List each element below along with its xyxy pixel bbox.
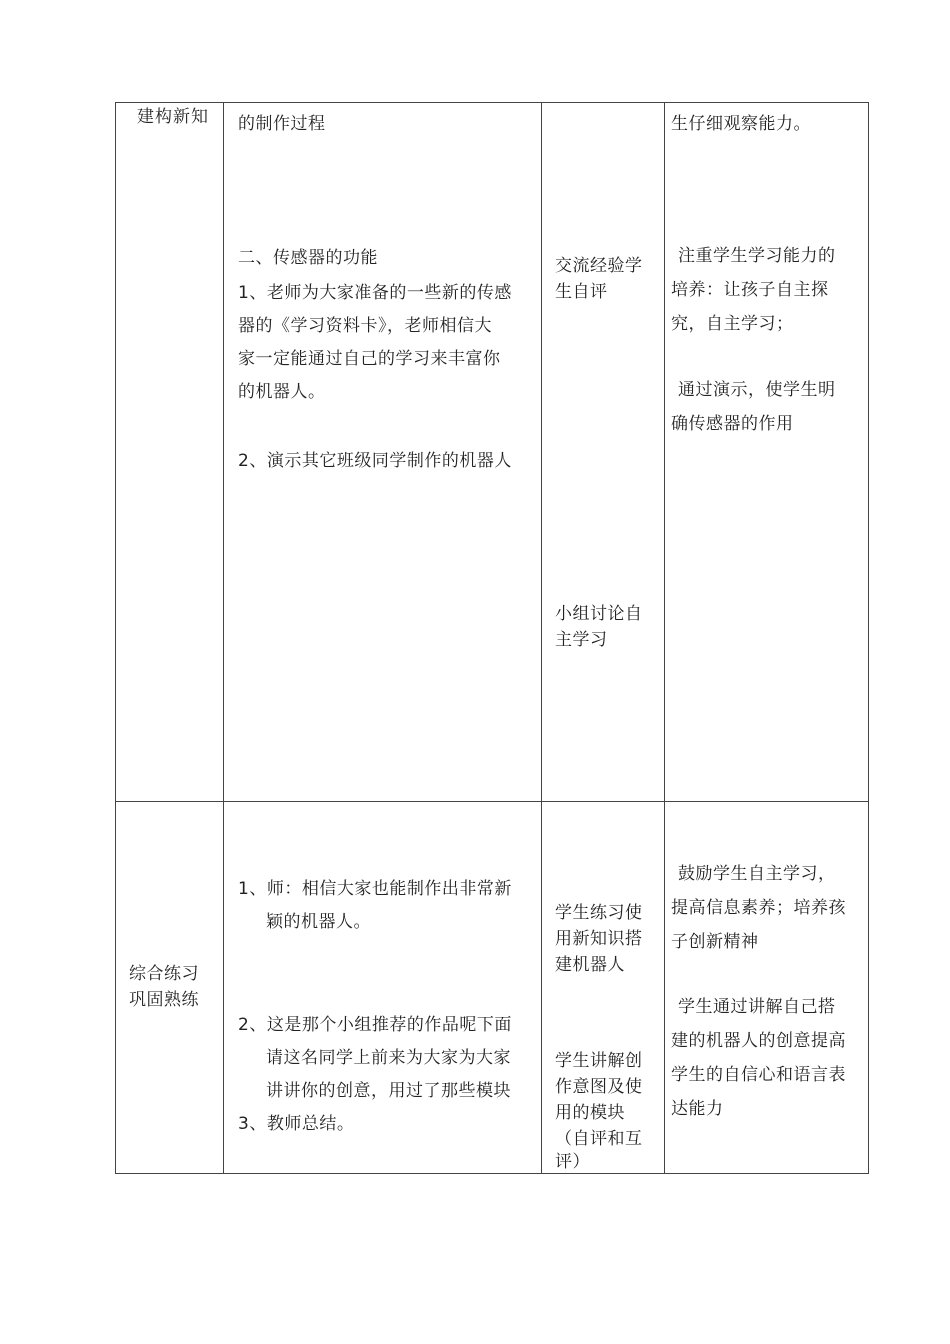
process-text: 颖的机器人。	[266, 912, 371, 932]
intent-text: 鼓励学生自主学习，	[678, 864, 836, 884]
intent-text: 学生通过讲解自己搭	[678, 997, 836, 1017]
process-text: 家一定能通过自己的学习来丰富你	[238, 349, 501, 369]
activity-text: 主学习	[555, 630, 608, 650]
activity-text: 评）	[555, 1152, 590, 1172]
process-text: 1、师：相信大家也能制作出非常新	[238, 879, 512, 899]
activity-text: 用新知识搭	[555, 929, 643, 949]
intent-text: 建的机器人的创意提高	[671, 1031, 846, 1051]
column-divider-1	[223, 102, 224, 1174]
intent-text: 注重学生学习能力的	[678, 246, 836, 266]
activity-text: 小组讨论自	[555, 604, 643, 624]
intent-text: 通过演示，使学生明	[678, 380, 836, 400]
intent-text: 生仔细观察能力。	[671, 114, 811, 134]
table-border-right	[868, 102, 869, 1174]
stage-text: 巩固熟练	[129, 990, 199, 1010]
process-text: 的机器人。	[238, 382, 326, 402]
intent-text: 培养：让孩子自主探	[671, 280, 829, 300]
process-text: 1、老师为大家准备的一些新的传感	[238, 283, 512, 303]
activity-text: 生自评	[555, 282, 608, 302]
table-border-bottom	[115, 1173, 869, 1174]
stage-text: 综合练习	[129, 964, 199, 984]
process-text: 的制作过程	[238, 114, 326, 134]
column-divider-2	[541, 102, 542, 1174]
intent-text: 学生的自信心和语言表	[671, 1065, 846, 1085]
process-text: 2、这是那个小组推荐的作品呢下面	[238, 1015, 512, 1035]
column-divider-3	[664, 102, 665, 1174]
activity-text: 学生讲解创	[555, 1051, 643, 1071]
row-divider	[115, 801, 869, 802]
activity-text: 作意图及使	[555, 1077, 643, 1097]
stage-label: 建构新知	[137, 107, 209, 127]
table-border-top	[115, 102, 869, 103]
intent-text: 提高信息素养；培养孩	[671, 898, 846, 918]
activity-text: 用的模块	[555, 1103, 625, 1123]
section-heading: 二、传感器的功能	[238, 248, 378, 268]
intent-text: 达能力	[671, 1099, 724, 1119]
table-border-left	[115, 102, 116, 1174]
activity-text: 交流经验学	[555, 256, 643, 276]
process-text: 3、教师总结。	[238, 1114, 355, 1134]
activity-text: 建机器人	[555, 955, 625, 975]
activity-text: 学生练习使	[555, 903, 643, 923]
process-text: 讲讲你的创意，用过了那些模块	[266, 1081, 511, 1101]
process-text: 2、演示其它班级同学制作的机器人	[238, 451, 512, 471]
intent-text: 究，自主学习；	[671, 314, 794, 334]
activity-text: （自评和互	[555, 1129, 643, 1149]
intent-text: 子创新精神	[671, 932, 759, 952]
process-text: 请这名同学上前来为大家为大家	[266, 1048, 511, 1068]
intent-text: 确传感器的作用	[671, 414, 794, 434]
process-text: 器的《学习资料卡》，老师相信大	[238, 316, 492, 336]
